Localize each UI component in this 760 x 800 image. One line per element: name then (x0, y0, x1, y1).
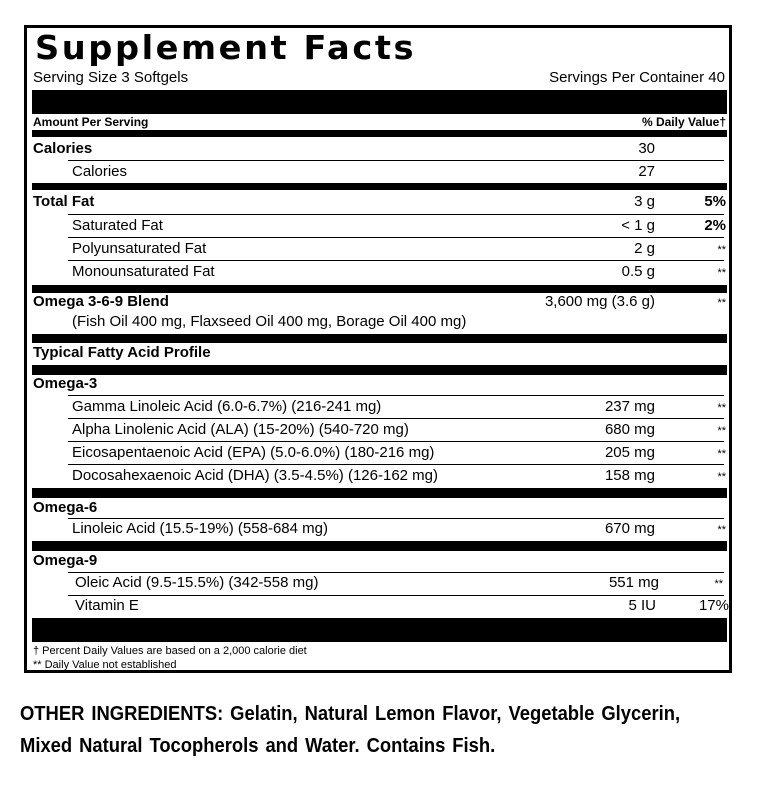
omega9-item-dv: ** (714, 578, 723, 590)
omega3-item-dv: ** (717, 402, 726, 414)
omega3-heading: Omega-3 (33, 375, 98, 392)
omega6-heading: Omega-6 (33, 499, 98, 516)
monounsaturated-fat-amount: 0.5 g (621, 263, 655, 280)
row-divider (68, 214, 724, 215)
omega3-item-label: Alpha Linolenic Acid (ALA) (15-20%) (540-720 mg) (72, 421, 409, 438)
other-ingredients (20, 698, 682, 762)
omega9-heading: Omega-9 (33, 552, 98, 569)
polyunsaturated-fat-dv: ** (717, 244, 726, 256)
blend-dv: ** (717, 297, 726, 309)
thick-divider (32, 365, 727, 375)
monounsaturated-fat-dv: ** (717, 267, 726, 279)
omega3-item-amount: 680 mg (604, 421, 655, 438)
total-fat-amount: 3 g (634, 193, 655, 210)
omega3-item-label: Gamma Linoleic Acid (6.0-6.7%) (216-241 mg) (72, 398, 382, 415)
footnote-daily-values: † Percent Daily Values are based on a 2,000 calorie diet (33, 645, 307, 657)
row-divider (68, 464, 724, 465)
calories-sub-label: Calories (72, 163, 128, 180)
calories-sub-amount: 27 (638, 163, 655, 180)
omega3-item-amount: 205 mg (604, 444, 655, 461)
other-ingredients-line: Mixed Natural Tocopherols and Water. Contains Fish. (20, 735, 496, 757)
calories-label: Calories (33, 140, 93, 157)
blend-amount: 3,600 mg (3.6 g) (544, 293, 655, 310)
polyunsaturated-fat-label: Polyunsaturated Fat (72, 240, 207, 257)
serving-size: Serving Size 3 Softgels (33, 69, 189, 86)
thick-divider (32, 488, 727, 498)
polyunsaturated-fat-amount: 2 g (634, 240, 655, 257)
amount-per-serving-label: Amount Per Serving (33, 115, 149, 129)
row-divider (68, 260, 724, 261)
omega6-item-dv: ** (717, 524, 726, 536)
servings-per-container: Servings Per Container 40 (549, 69, 725, 86)
vitamin-e-amount: 5 IU (628, 597, 656, 614)
omega3-item-label: Eicosapentaenoic Acid (EPA) (5.0-6.0%) (180-216 mg) (72, 444, 435, 461)
omega3-item-dv: ** (717, 448, 726, 460)
omega3-item-amount: 237 mg (604, 398, 655, 415)
omega6-item-label: Linoleic Acid (15.5-19%) (558-684 mg) (72, 520, 328, 537)
saturated-fat-dv: 2% (704, 217, 726, 234)
daily-value-header: % Daily Value† (641, 115, 726, 129)
profile-heading: Typical Fatty Acid Profile (33, 344, 211, 361)
footnote-not-established: ** Daily Value not established (33, 659, 177, 671)
blend-detail: (Fish Oil 400 mg, Flaxseed Oil 400 mg, Borage Oil 400 mg) (72, 313, 467, 330)
omega9-item-label: Oleic Acid (9.5-15.5%) (342-558 mg) (75, 574, 319, 591)
row-divider (68, 418, 724, 419)
calories-amount: 30 (638, 140, 655, 157)
omega9-item-amount: 551 mg (608, 574, 659, 591)
saturated-fat-amount: < 1 g (621, 217, 655, 234)
supplement-facts-panel (24, 25, 732, 673)
total-fat-dv: 5% (704, 193, 726, 210)
thick-divider (32, 334, 727, 343)
total-fat-label: Total Fat (33, 193, 95, 210)
thick-divider (32, 618, 727, 642)
row-divider (68, 441, 724, 442)
vitamin-e-dv: 17% (698, 597, 729, 614)
row-divider (68, 160, 724, 161)
other-ingredients-line: OTHER INGREDIENTS: Gelatin, Natural Lemon Flavor, Vegetable Glycerin, (20, 703, 681, 725)
saturated-fat-label: Saturated Fat (72, 217, 163, 234)
row-divider (68, 237, 724, 238)
omega3-item-dv: ** (717, 425, 726, 437)
blend-label: Omega 3-6-9 Blend (33, 293, 169, 310)
thick-divider (32, 183, 727, 190)
omega3-item-amount: 158 mg (604, 467, 655, 484)
thick-divider (32, 90, 727, 114)
vitamin-e-label: Vitamin E (75, 597, 139, 614)
thick-divider (32, 541, 727, 551)
thick-divider (32, 130, 727, 137)
omega3-item-label: Docosahexaenoic Acid (DHA) (3.5-4.5%) (126-162 mg) (72, 467, 438, 484)
monounsaturated-fat-label: Monounsaturated Fat (72, 263, 215, 280)
row-divider (68, 395, 724, 396)
omega6-item-amount: 670 mg (604, 520, 655, 537)
omega3-item-dv: ** (717, 471, 726, 483)
panel-title: Supplement Facts (35, 28, 417, 67)
